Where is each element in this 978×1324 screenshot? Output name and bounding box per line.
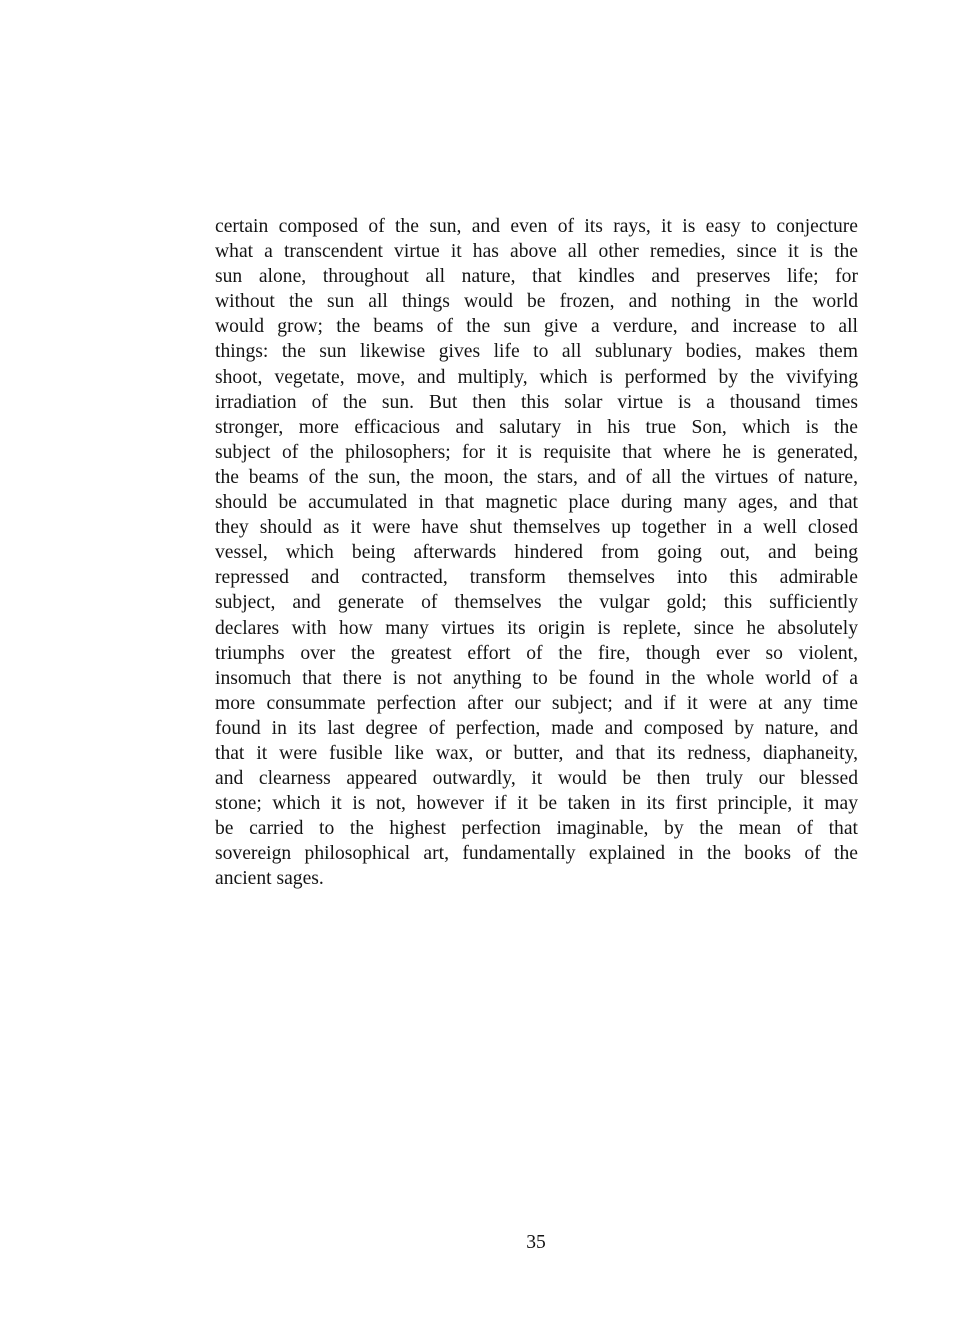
text-line: subject of the philosophers; for it is requisite that where he is generated, <box>215 441 858 463</box>
text-line: subject, and generate of themselves the vulgar gold; this sufficiently <box>215 592 858 614</box>
page-number: 35 <box>526 1232 546 1253</box>
text-line: insomuch that there is not anything to be found in the whole world of a <box>215 667 858 689</box>
text-line: declares with how many virtues its origin is replete, since he absolutely <box>215 617 858 639</box>
text-line: stone; which it is not, however if it be taken in its first principle, it may <box>215 793 858 815</box>
text-line: that it were fusible like wax, or butter, and that its redness, diaphaneity, <box>215 742 858 764</box>
text-line: the beams of the sun, the moon, the stars, and of all the virtues of nature, <box>215 466 858 488</box>
text-line: found in its last degree of perfection, made and composed by nature, and <box>215 717 858 739</box>
text-line: be carried to the highest perfection imaginable, by the mean of that <box>215 818 858 840</box>
text-line: more consummate perfection after our subject; and if it were at any time <box>215 692 858 714</box>
text-line: vessel, which being afterwards hindered from going out, and being <box>215 542 858 564</box>
text-line: should be accumulated in that magnetic place during many ages, and that <box>215 492 858 514</box>
text-line: stronger, more efficacious and salutary in his true Son, which is the <box>215 416 858 438</box>
text-line: sovereign philosophical art, fundamentally explained in the books of the <box>215 843 858 865</box>
body-paragraph <box>215 214 858 892</box>
text-line: irradiation of the sun. But then this solar virtue is a thousand times <box>215 391 858 413</box>
text-line: would grow; the beams of the sun give a verdure, and increase to all <box>215 316 858 338</box>
text-line: without the sun all things would be frozen, and nothing in the world <box>215 291 858 313</box>
text-line: ancient sages. <box>215 868 324 890</box>
text-line: what a transcendent virtue it has above all other remedies, since it is the <box>215 241 858 263</box>
text-line: repressed and contracted, transform themselves into this admirable <box>215 567 858 589</box>
text-line: things: the sun likewise gives life to all sublunary bodies, makes them <box>215 341 858 363</box>
text-line: certain composed of the sun, and even of its rays, it is easy to conjecture <box>215 216 858 237</box>
text-line: sun alone, throughout all nature, that kindles and preserves life; for <box>215 266 858 288</box>
text-line: shoot, vegetate, move, and multiply, which is performed by the vivifying <box>215 366 858 388</box>
text-line: and clearness appeared outwardly, it would be then truly our blessed <box>215 768 858 790</box>
text-line: triumphs over the greatest effort of the fire, though ever so violent, <box>215 642 858 664</box>
text-line: they should as it were have shut themselves up together in a well closed <box>215 517 858 539</box>
